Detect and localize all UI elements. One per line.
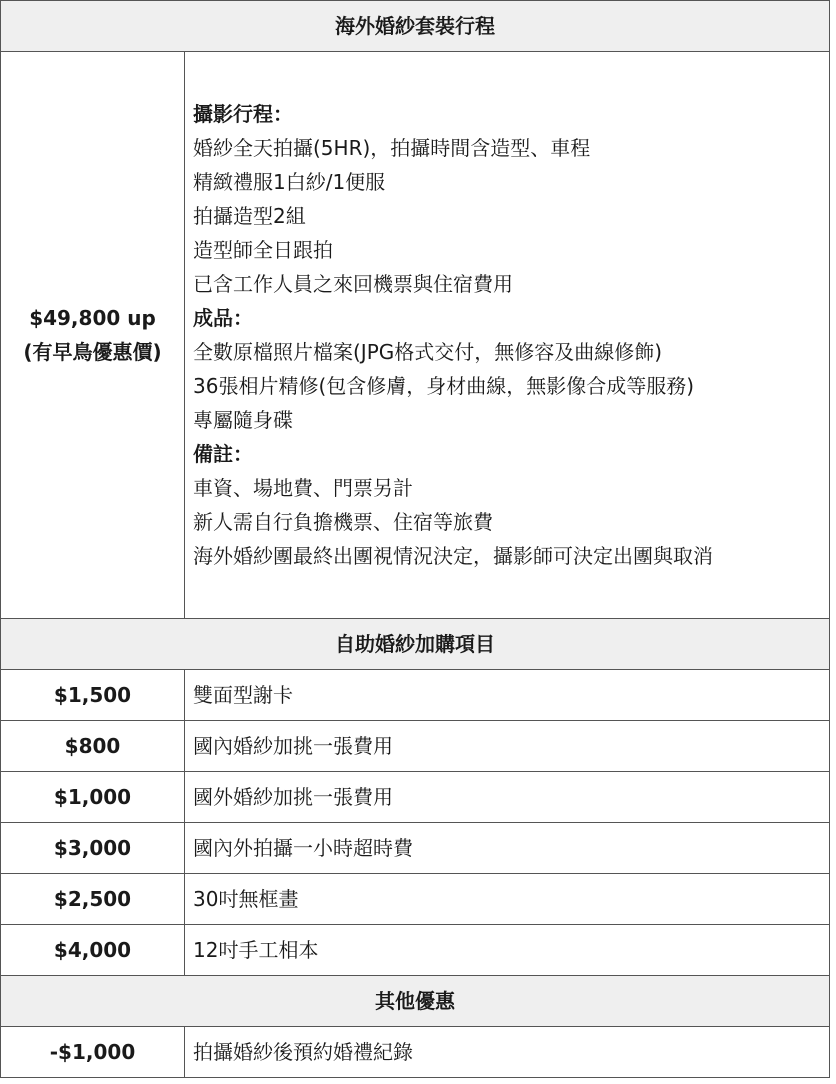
table-row [1,925,830,976]
table-row [1,721,830,772]
discounts-title-row [1,976,830,1027]
list-item: 36張相片精修(包含修膚，身材曲線，無影像合成等服務) [193,374,695,398]
table-row [1,874,830,925]
addon-item: 12吋手工相本 [185,925,830,976]
package-title-row [1,1,830,52]
list-item: 造型師全日跟拍 [193,238,333,262]
addon-price: $1,500 [1,670,185,721]
addon-price: $4,000 [1,925,185,976]
list-item: 海外婚紗團最終出團視情況決定，攝影師可決定出團與取消 [193,544,713,568]
discount-item: 拍攝婚紗後預約婚禮紀錄 [185,1027,830,1078]
addon-item: 30吋無框畫 [185,874,830,925]
list-item: 婚紗全天拍攝(5HR)，拍攝時間含造型、車程 [193,136,591,160]
package-details [185,52,830,619]
discount-price: -$1,000 [1,1027,185,1078]
addon-item: 國外婚紗加挑一張費用 [185,772,830,823]
section-heading-products: 成品： [193,306,253,330]
table-row [1,1027,830,1078]
addon-price: $1,000 [1,772,185,823]
addon-price: $800 [1,721,185,772]
discounts-title: 其他優惠 [1,976,830,1027]
table-row [1,670,830,721]
addons-title-row [1,619,830,670]
section-heading-shooting: 攝影行程： [193,102,293,126]
list-item: 新人需自行負擔機票、住宿等旅費 [193,510,493,534]
list-item: 拍攝造型2組 [193,204,306,228]
table-row [1,772,830,823]
addon-item: 雙面型謝卡 [185,670,830,721]
package-detail-row [1,52,830,619]
addons-title: 自助婚紗加購項目 [1,619,830,670]
addon-item: 國內婚紗加挑一張費用 [185,721,830,772]
addon-price: $3,000 [1,823,185,874]
package-price: $49,800 up [29,306,156,330]
package-title: 海外婚紗套裝行程 [1,1,830,52]
list-item: 全數原檔照片檔案(JPG格式交付，無修容及曲線修飾) [193,340,663,364]
early-bird-note: (有早鳥優惠價) [23,340,162,364]
addon-price: $2,500 [1,874,185,925]
list-item: 精緻禮服1白紗/1便服 [193,170,386,194]
addon-item: 國內外拍攝一小時超時費 [185,823,830,874]
list-item: 已含工作人員之來回機票與住宿費用 [193,272,513,296]
table-row [1,823,830,874]
list-item: 車資、場地費、門票另計 [193,476,413,500]
package-price-cell [1,52,185,619]
list-item: 專屬隨身碟 [193,408,293,432]
section-heading-notes: 備註： [193,442,253,466]
